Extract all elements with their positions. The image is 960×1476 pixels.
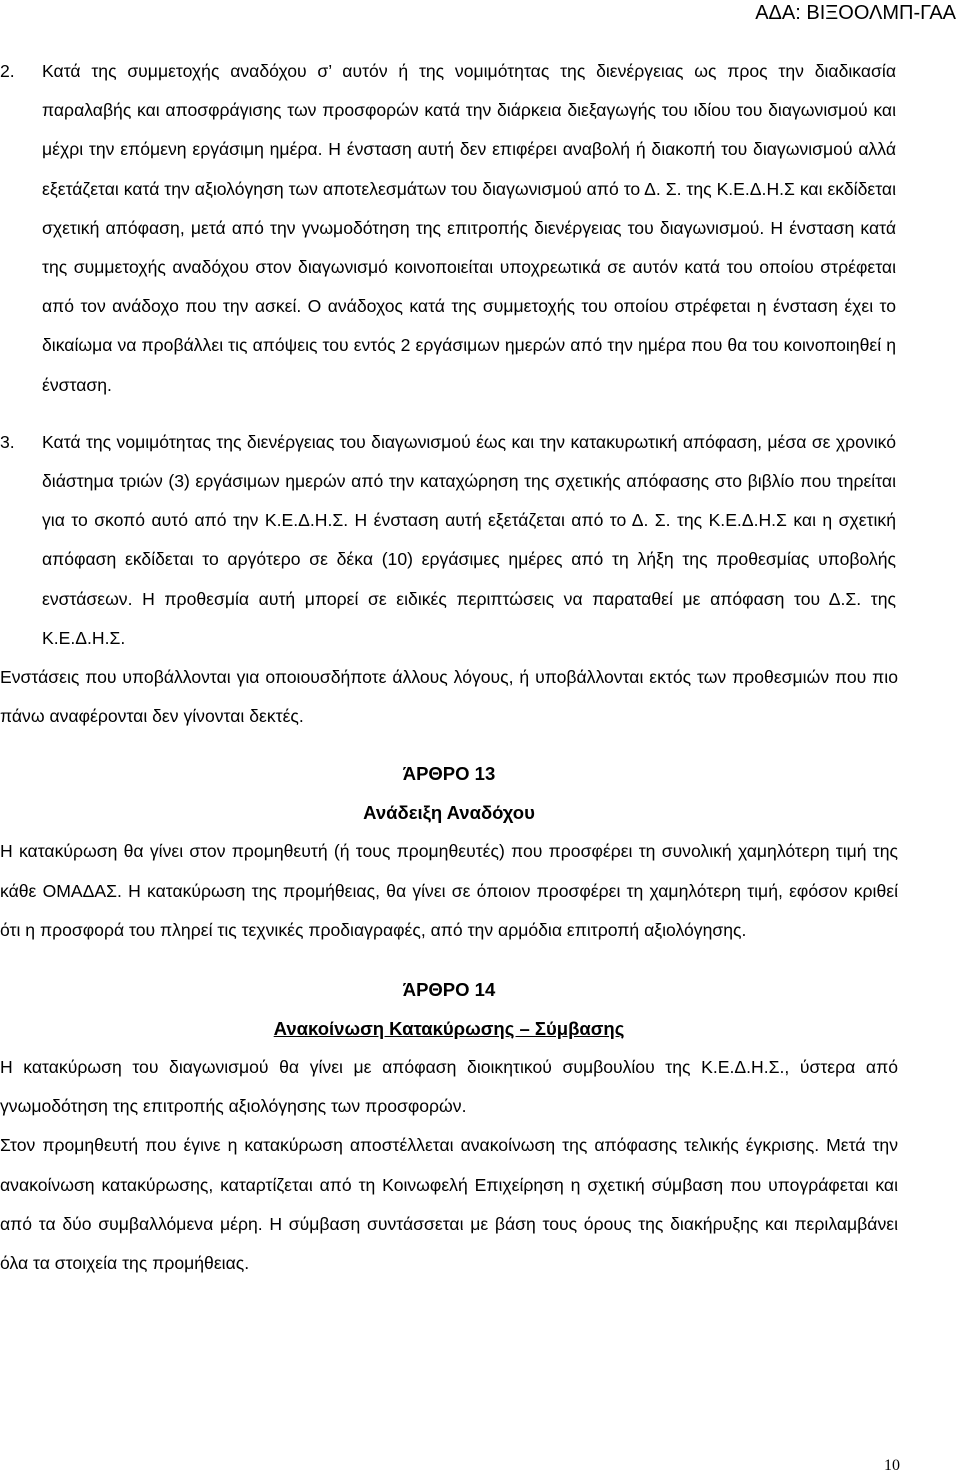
item-text: Κατά της συμμετοχής αναδόχου σ’ αυτόν ή της νομιμότητας της διενέργειας ως προς την διαδικασία παραλαβής και αποσφράγισης των προσφορών κατά την διάρκεια διεξαγωγής του ιδίου του διαγωνισμού και μέχρι την επόμενη εργάσιμη ημέρα. Η ένσταση αυτή δεν επιφέρει αναβολή ή διακοπή του διαγωνισμού αλλά εξετάζεται κατά την αξιολόγηση των αποτελεσμάτων του διαγωνισμού από το Δ. Σ. της Κ.Ε.Δ.Η.Σ και εκδίδεται σχετική απόφαση, μετά από την γνωμοδότηση της επιτροπής διενέργειας του διαγωνισμού. Η ένσταση κατά της συμμετοχής αναδόχου στον διαγωνισμό κοινοποιείται υποχρεωτικά σε αυτόν κατά του οποίου στρέφεται από τον ανάδοχο που την ασκεί. Ο ανάδοχος κατά της συμμετοχής του οποίου στρέφεται η ένσταση έχει το δικαίωμα να προβάλλει τις απόψεις του εντός 2 εργάσιμων ημερών από την ημέρα που θα του κοινοποιηθεί η ένσταση. bbox=[42, 61, 896, 395]
list-item-3 bbox=[0, 423, 960, 658]
article-13-subtitle: Ανάδειξη Αναδόχου bbox=[363, 802, 535, 824]
article-14-body-2: Στον προμηθευτή που έγινε η κατακύρωση αποστέλλεται ανακοίνωση της απόφασης τελικής έγκρισης. Μετά την ανακοίνωση κατακύρωσης, καταρτίζεται από τη Κοινωφελή Επιχείρηση η σχετική σύμβαση που υπογράφεται και από τα δύο συμβαλλόμενα μέρη. Η σύμβαση συντάσσεται με βάση τους όρους της διακήρυξης και περιλαμβάνει όλα τα στοιχεία της προμήθειας. bbox=[0, 1135, 898, 1274]
item-text: Κατά της νομιμότητας της διενέργειας του διαγωνισμού έως και την κατακυρωτική απόφαση, μέσα σε χρονικό διάστημα τριών (3) εργάσιμων ημερών από την καταχώρηση της σχετικής απόφασης στο βιβλίο που τηρείται για το σκοπό αυτό από την Κ.Ε.Δ.Η.Σ. Η ένσταση αυτή εξετάζεται από το Δ. Σ. της Κ.Ε.Δ.Η.Σ και η σχετική απόφαση εκδίδεται το αργότερο σε δέκα (10) εργάσιμες ημέρες από τη λήξη της προθεσμίας υποβολής ενστάσεων. Η προθεσμία αυτή μπορεί σε ειδικές περιπτώσεις να παραταθεί με απόφαση του Δ.Σ. της Κ.Ε.Δ.Η.Σ. bbox=[42, 431, 896, 648]
item-number: 2. bbox=[0, 61, 15, 81]
page-number: 10 bbox=[884, 1457, 900, 1474]
article-13-title: ΆΡΘΡΟ 13 bbox=[402, 763, 496, 785]
document-body bbox=[0, 52, 960, 1283]
list-item-2 bbox=[0, 52, 960, 405]
article-14-body-1: Η κατακύρωση του διαγωνισμού θα γίνει με απόφαση διοικητικού συμβουλίου της Κ.Ε.Δ.Η.Σ., ύστερα από γνωμοδότηση της επιτροπής αξιολόγησης των προσφορών. bbox=[0, 1057, 898, 1117]
article-13-body: Η κατακύρωση θα γίνει στον προμηθευτή (ή τους προμηθευτές) που προσφέρει τη συνολική χαμηλότερη τιμή της κάθε ΟΜΑΔΑΣ. Η κατακύρωση της προμήθειας, θα γίνει σε όποιον προσφέρει τη χαμηλότερη τιμή, εφόσον κριθεί ότι η προσφορά του πληρεί τις τεχνικές προδιαγραφές, από την αρμόδια επιτροπή αξιολόγησης. bbox=[0, 841, 898, 940]
item-number: 3. bbox=[0, 431, 15, 452]
article-14-title: ΆΡΘΡΟ 14 bbox=[402, 979, 496, 1001]
article-14-subtitle: Ανακοίνωση Κατακύρωσης – Σύμβασης bbox=[273, 1018, 625, 1040]
document-id-header: ΑΔΑ: ΒΙΞΟΟΛΜΠ-ΓΑΑ bbox=[755, 2, 956, 24]
closing-paragraph: Ενστάσεις που υποβάλλονται για οποιουσδήποτε άλλους λόγους, ή υποβάλλονται εκτός των προθεσμιών που πιο πάνω αναφέρονται δεν γίνονται δεκτές. bbox=[0, 667, 898, 727]
